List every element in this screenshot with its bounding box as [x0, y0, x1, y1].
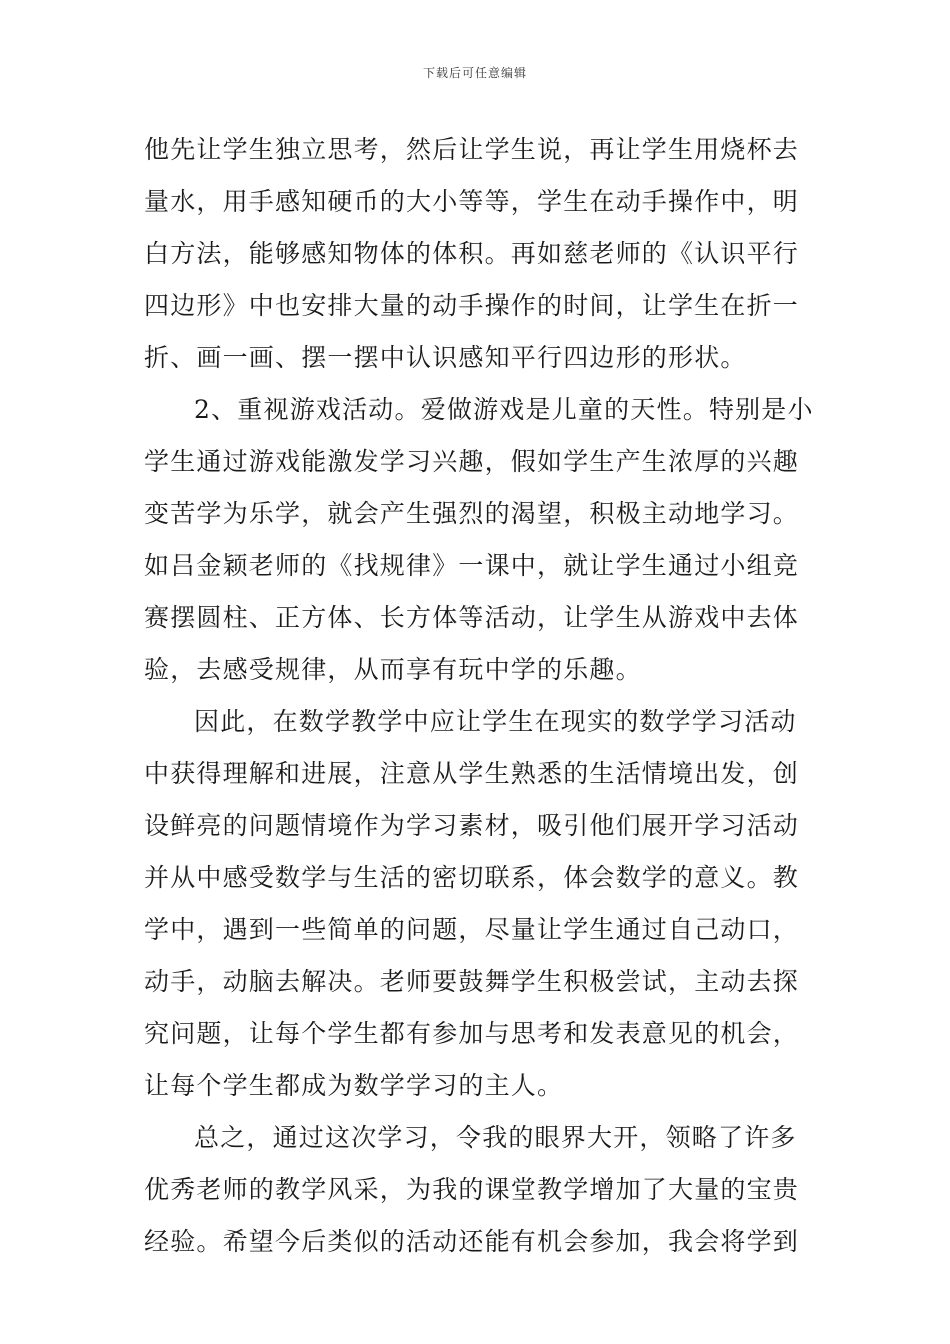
text-line: 如吕金颖老师的《找规律》一课中，就让学生通过小组竞 [144, 551, 800, 580]
text-line: 折、画一画、摆一摆中认识感知平行四边形的形状。 [144, 343, 747, 372]
document-body [144, 124, 814, 1268]
text-line: 设鲜亮的问题情境作为学习素材，吸引他们展开学习活动 [144, 811, 800, 840]
text-line: 学中，遇到一些简单的问题，尽量让学生通过自己动口， [144, 915, 800, 944]
text-line: 学生通过游戏能激发学习兴趣，假如学生产生浓厚的兴趣 [144, 447, 800, 476]
paragraph-start-line: 因此，在数学教学中应让学生在现实的数学学习活动 [194, 707, 797, 736]
text-line: 让每个学生都成为数学学习的主人。 [144, 1071, 564, 1100]
paragraph-start-line: 总之，通过这次学习，令我的眼界大开，领略了许多 [194, 1123, 797, 1152]
text-line: 赛摆圆柱、正方体、长方体等活动，让学生从游戏中去体 [144, 603, 800, 632]
text-line: 他先让学生独立思考，然后让学生说，再让学生用烧杯去 [144, 135, 800, 164]
page-header: 下载后可任意编辑 [422, 66, 527, 80]
text-line: 白方法，能够感知物体的体积。再如慈老师的《认识平行 [144, 239, 800, 268]
text-line: 量水，用手感知硬币的大小等等，学生在动手操作中，明 [144, 187, 800, 216]
text-line: 变苦学为乐学，就会产生强烈的渴望，积极主动地学习。 [144, 499, 800, 528]
text-line: 并从中感受数学与生活的密切联系，体会数学的意义。教 [144, 863, 800, 892]
text-line: 中获得理解和进展，注意从学生熟悉的生活情境出发，创 [144, 759, 800, 788]
text-line: 优秀老师的教学风采，为我的课堂教学增加了大量的宝贵 [144, 1175, 800, 1204]
text-line: 动手，动脑去解决。老师要鼓舞学生积极尝试，主动去探 [144, 967, 800, 996]
text-line: 四边形》中也安排大量的动手操作的时间，让学生在折一 [144, 291, 800, 320]
text-line: 验，去感受规律，从而享有玩中学的乐趣。 [144, 655, 642, 684]
paragraph-start-line: 2、重视游戏活动。爱做游戏是儿童的天性。特别是小 [194, 395, 814, 424]
text-line: 究问题，让每个学生都有参加与思考和发表意见的机会， [144, 1019, 800, 1048]
text-line: 经验。希望今后类似的活动还能有机会参加，我会将学到 [144, 1227, 800, 1256]
